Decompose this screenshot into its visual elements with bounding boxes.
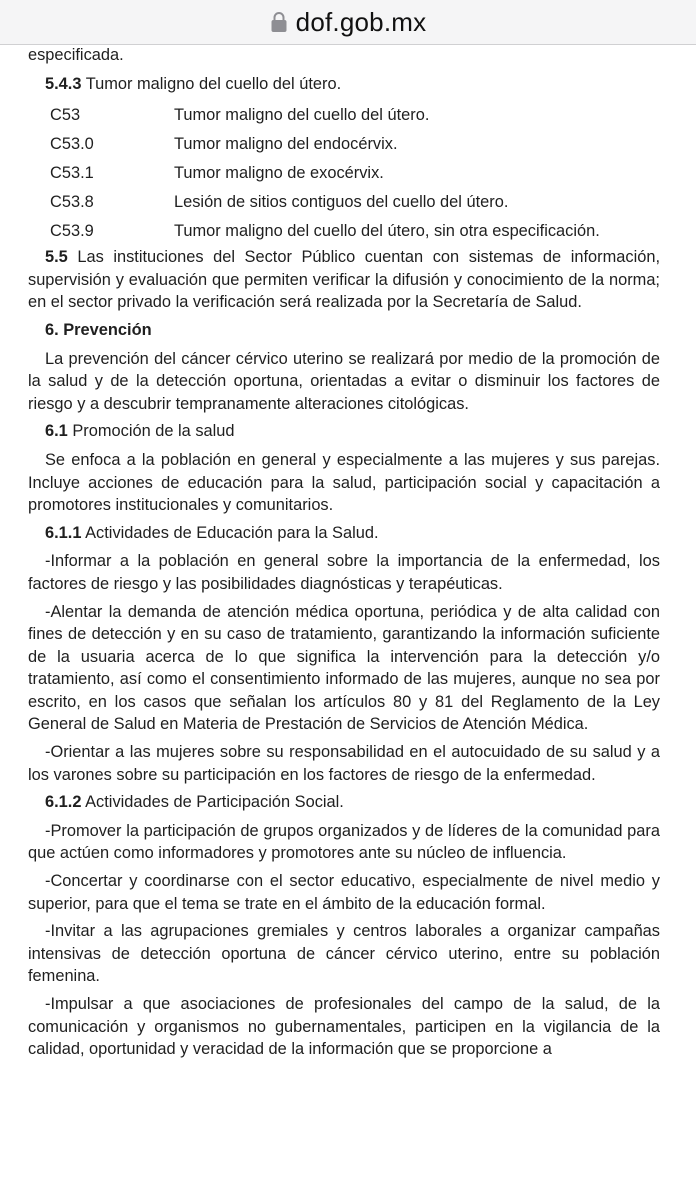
section-6-heading: 6. Prevención: [45, 320, 152, 339]
section-5-4-3-heading: [28, 73, 660, 96]
code-row: [28, 159, 660, 188]
code-value: C53.9: [50, 222, 94, 241]
url-display[interactable]: [270, 7, 427, 38]
section-number: 6.1: [45, 422, 68, 441]
section-title: Tumor maligno del cuello del útero.: [81, 74, 342, 93]
continuation-text: especificada.: [28, 46, 124, 64]
code-value: C53.1: [50, 164, 94, 183]
section-title: Actividades de Educación para la Salud.: [81, 523, 379, 542]
section-number: 6.1.2: [45, 793, 82, 812]
list-item: -Invitar a las agrupaciones gremiales y centros laborales a organizar campañas intensivas de detección oportuna de cáncer cérvico uterino, entre su población femenina.: [28, 922, 660, 986]
section-6-paragraph: La prevención del cáncer cérvico uterino se realizará por medio de la promoción de la salud y de la detección oportuna, orientadas a evitar o disminuir los factores de riesgo y a descubrir tempranamente alteraciones citológicas.: [28, 349, 660, 413]
section-number: 5.5: [45, 248, 68, 267]
code-description: Tumor maligno del endocérvix.: [174, 135, 398, 154]
code-row: [28, 217, 660, 246]
list-item: -Concertar y coordinarse con el sector educativo, especialmente de nivel medio y superior, para que el tema se trate en el ámbito de la educación formal.: [28, 872, 660, 913]
section-6-1-1-heading: [28, 522, 660, 545]
code-row: [28, 188, 660, 217]
code-description: Lesión de sitios contiguos del cuello del útero.: [174, 193, 509, 212]
list-item: -Orientar a las mujeres sobre su responsabilidad en el autocuidado de su salud y a los varones sobre su participación en los factores de riesgo de la enfermedad.: [28, 743, 660, 784]
code-row: [28, 101, 660, 130]
list-item: -Alentar la demanda de atención médica oportuna, periódica y de alta calidad con fines de detección y en su caso de tratamiento, garantizando la información suficiente de la usuaria acerca de lo que significa la intervención para la detección y/o tratamiento, así como el consentimiento informado de las mujeres, aunque no sea por escrito, en los casos que señalan los artículos 80 y 81 del Reglamento de la Ley General de Salud en Materia de Prestación de Servicios de Atención Médica.: [28, 602, 660, 734]
code-description: Tumor maligno del cuello del útero.: [174, 106, 430, 125]
list-item: -Promover la participación de grupos organizados y de líderes de la comunidad para que actúen como informadores y promotores ante su núcleo de influencia.: [28, 821, 660, 863]
section-title: Promoción de la salud: [67, 422, 235, 441]
code-table: [28, 101, 660, 246]
section-number: 6.1.1: [45, 523, 82, 542]
section-title: Actividades de Participación Social.: [81, 793, 344, 812]
url-text: dof.gob.mx: [295, 6, 427, 37]
list-item: -Impulsar a que asociaciones de profesionales del campo de la salud, de la comunicación y organismos no gubernamentales, participen en la vigilancia de la calidad, oportunidad y veracidad de la información que se proporcione a: [28, 995, 660, 1059]
code-value: C53.0: [50, 135, 94, 154]
section-6-1-paragraph: Se enfoca a la población en general y especialmente a las mujeres y sus parejas. Incluye acciones de educación para la salud, participación social y capacitación a promotores institucionales y comunitarios.: [28, 450, 660, 515]
lock-icon: [270, 11, 288, 33]
section-number: 5.4.3: [45, 74, 82, 93]
list-item: -Informar a la población en general sobre la importancia de la enfermedad, los factores de riesgo y las posibilidades diagnósticas y terapéuticas.: [28, 552, 660, 593]
section-5-5-paragraph: [28, 246, 660, 314]
paragraph-text: Las instituciones del Sector Público cuentan con sistemas de información, supervisión y evaluación que permiten verificar la difusión y conocimiento de la norma; en el sector privado la verificación será realizada por la Secretaría de Salud.: [28, 248, 660, 312]
code-description: Tumor maligno de exocérvix.: [174, 164, 384, 183]
section-6-1-heading: [28, 420, 660, 443]
code-description: Tumor maligno del cuello del útero, sin otra especificación.: [174, 222, 600, 241]
code-value: C53: [50, 106, 81, 125]
code-value: C53.8: [50, 193, 94, 212]
code-row: [28, 130, 660, 159]
document-body: [28, 44, 660, 1066]
address-bar[interactable]: [0, 0, 696, 45]
section-6-1-2-heading: [28, 791, 660, 814]
